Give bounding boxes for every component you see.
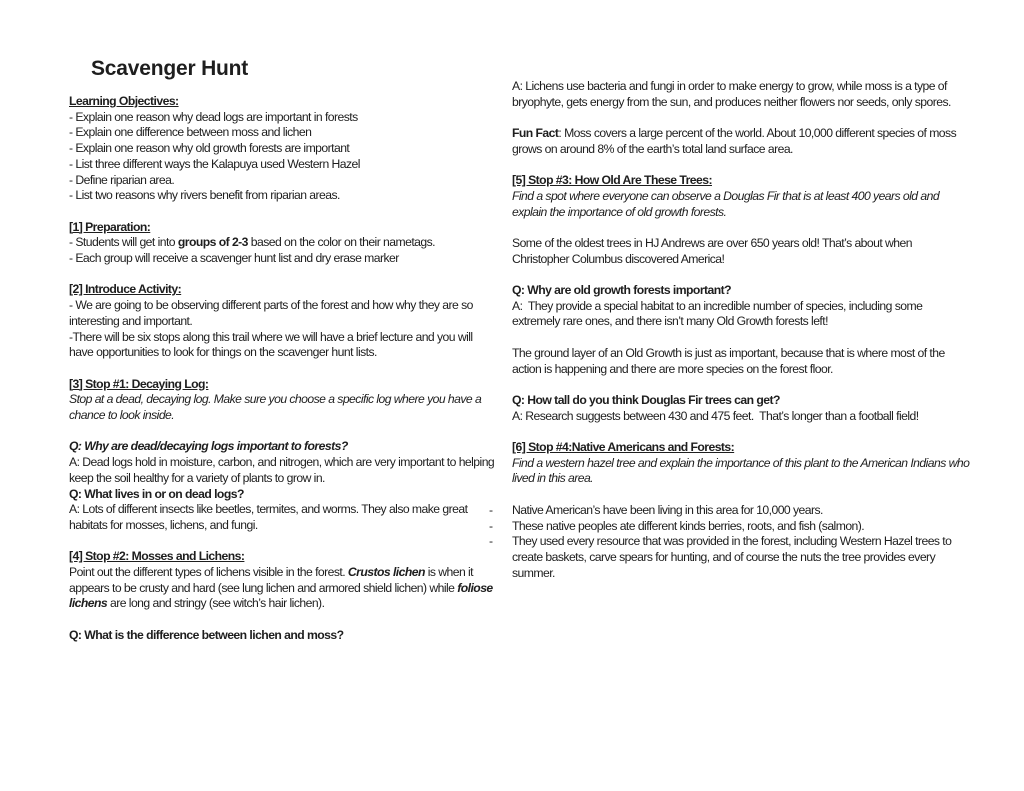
text-segment: groups of 2-3	[177, 235, 248, 250]
text-segment: - List two reasons why rivers benefit from riparian areas.	[69, 188, 340, 203]
paragraph	[512, 393, 970, 424]
text-segment: A: Dead logs hold in moisture, carbon, and nitrogen, which are very important to helping keep the soil healthy for a variety of plants to grow in.	[69, 455, 495, 485]
text-line	[512, 299, 970, 330]
text-line	[512, 456, 970, 487]
text-segment: [1] Preparation:	[69, 219, 151, 234]
text-line	[69, 173, 497, 189]
text-segment: -There will be six stops along this trail where we will have a brief lecture and you will have opportunities to look for things on the scavenger hunt lists.	[69, 329, 473, 360]
text-line	[512, 393, 970, 409]
bullet-dash-icon: -	[489, 518, 493, 533]
text-segment: Native American’s have been living in this area for 10,000 years.	[512, 502, 823, 517]
paragraph	[69, 377, 497, 424]
text-line	[69, 251, 497, 267]
text-segment: - Explain one reason why dead logs are important in forests	[69, 109, 358, 124]
bullet-dash-icon: -	[489, 534, 493, 549]
text-segment: [3] Stop #1: Decaying Log:	[69, 376, 209, 391]
text-line	[512, 173, 970, 189]
text-segment: Some of the oldest trees in HJ Andrews are over 650 years old! That’s about when Christopher Columbus discovered America!	[512, 235, 912, 266]
text-segment: They used every resource that was provided in the forest, including Western Hazel trees to create baskets, carve spears for hunting, and of course the nuts the tree provides every summer.	[512, 534, 952, 580]
text-segment: - Each group will receive a scavenger hunt list and dry erase marker	[69, 251, 399, 266]
text-line	[512, 236, 970, 267]
paragraph	[512, 173, 970, 220]
paragraph	[512, 346, 970, 377]
paragraph	[69, 439, 497, 533]
text-segment: Q: How tall do you think Douglas Fir trees can get?	[512, 392, 780, 407]
text-segment: - Define riparian area.	[69, 172, 175, 187]
paragraph	[69, 220, 497, 267]
paragraph	[69, 628, 497, 644]
text-line	[69, 455, 497, 486]
text-segment: [2] Introduce Activity:	[69, 282, 182, 297]
text-segment: [4] Stop #2: Mosses and Lichens:	[69, 549, 245, 564]
text-line	[512, 79, 970, 110]
text-line	[69, 628, 497, 644]
text-line	[512, 283, 970, 299]
bullet-list	[489, 502, 970, 582]
text-segment: [6] Stop #4:Native Americans and Forests:	[512, 440, 735, 455]
bullet-item	[489, 502, 970, 519]
text-line	[69, 439, 497, 455]
text-segment: Fun Fact	[512, 126, 559, 141]
text-line	[512, 126, 970, 157]
text-segment: Q: Why are dead/decaying logs important to forests?	[69, 439, 348, 454]
paragraph	[512, 440, 970, 487]
text-segment: Q: What is the difference between lichen and moss?	[69, 627, 344, 642]
paragraph	[69, 549, 497, 612]
text-line	[512, 409, 970, 425]
paragraph	[512, 283, 970, 330]
text-segment: are long and stringy (see witch’s hair lichen).	[107, 596, 325, 611]
text-line	[69, 377, 497, 393]
text-segment: Point out the different types of lichens visible in the forest.	[69, 565, 348, 580]
text-line	[512, 346, 970, 377]
text-segment: - Students will get into	[69, 235, 178, 250]
text-segment: based on the color on their nametags.	[247, 235, 436, 250]
text-segment: Q: Why are old growth forests important?	[512, 283, 732, 298]
text-line	[69, 157, 497, 173]
paragraph	[512, 79, 970, 110]
text-line	[512, 189, 970, 220]
text-segment: A: They provide a special habitat to an incredible number of species, including some extremely rare ones, and there isn’t many Old Growth forests left!	[512, 298, 923, 329]
text-segment: Q: What lives in or on dead logs?	[69, 486, 244, 501]
text-line	[69, 235, 497, 251]
text-segment: - Explain one reason why old growth forests are important	[69, 141, 350, 156]
text-line	[69, 392, 497, 423]
text-line	[69, 188, 497, 204]
left-column	[69, 94, 497, 644]
paragraph	[69, 94, 497, 204]
text-line	[69, 220, 497, 236]
bullet-item	[489, 534, 970, 581]
text-segment: A: Lots of different insects like beetles, termites, and worms. They also make great habitats for mosses, lichens, and fungi.	[69, 502, 468, 532]
text-segment: foliose lichens	[69, 580, 493, 611]
text-segment: Learning Objectives:	[69, 94, 179, 108]
text-line	[69, 487, 497, 503]
text-segment: - List three different ways the Kalapuya used Western Hazel	[69, 156, 360, 171]
text-segment: [5] Stop #3: How Old Are These Trees:	[512, 173, 712, 188]
text-line	[69, 549, 497, 565]
text-segment: - Explain one difference between moss and lichen	[69, 125, 312, 140]
text-line	[69, 502, 497, 533]
text-line	[69, 141, 497, 157]
text-line	[69, 110, 497, 126]
text-line	[512, 440, 970, 456]
text-segment: A: Research suggests between 430 and 475 feet. That’s longer than a football field!	[512, 408, 919, 423]
paragraph	[69, 282, 497, 361]
text-line	[69, 565, 497, 612]
text-line	[69, 282, 497, 298]
text-segment: A: Lichens use bacteria and fungi in order to make energy to grow, while moss is a type of bryophyte, gets energy from the sun, and produces neither flowers nor seeds, only spores.	[512, 79, 951, 109]
paragraph	[512, 126, 970, 157]
right-column	[489, 79, 970, 581]
paragraph	[512, 236, 970, 267]
text-segment: The ground layer of an Old Growth is just as important, because that is where most of the action is happening and there are more species on the forest floor.	[512, 345, 945, 376]
text-segment: Crustos lichen	[347, 565, 425, 580]
text-segment: Find a spot where everyone can observe a Douglas Fir that is at least 400 years old and explain the importance of old growth forests.	[512, 188, 940, 219]
text-line	[69, 298, 497, 329]
text-segment: Stop at a dead, decaying log. Make sure you choose a specific log where you have a chance to look inside.	[69, 392, 482, 423]
text-segment: These native peoples ate different kinds berries, roots, and fish (salmon).	[512, 518, 865, 533]
text-line	[69, 330, 497, 361]
bullet-item	[489, 518, 970, 535]
bullet-dash-icon: -	[489, 502, 493, 517]
text-line	[69, 94, 497, 110]
text-segment: is when it appears to be crusty and hard (see lung lichen and armored shield lichen) while	[69, 565, 474, 595]
text-segment: Find a western hazel tree and explain the importance of this plant to the American Indians who lived in this area.	[512, 455, 970, 486]
text-segment: - We are going to be observing different parts of the forest and how why they are so interesting and important.	[69, 298, 473, 328]
page-title: Scavenger Hunt	[91, 57, 249, 80]
text-segment: : Moss covers a large percent of the world. About 10,000 different species of moss grows on around 8% of the earth’s total land surface area.	[512, 126, 957, 156]
text-line	[69, 125, 497, 141]
